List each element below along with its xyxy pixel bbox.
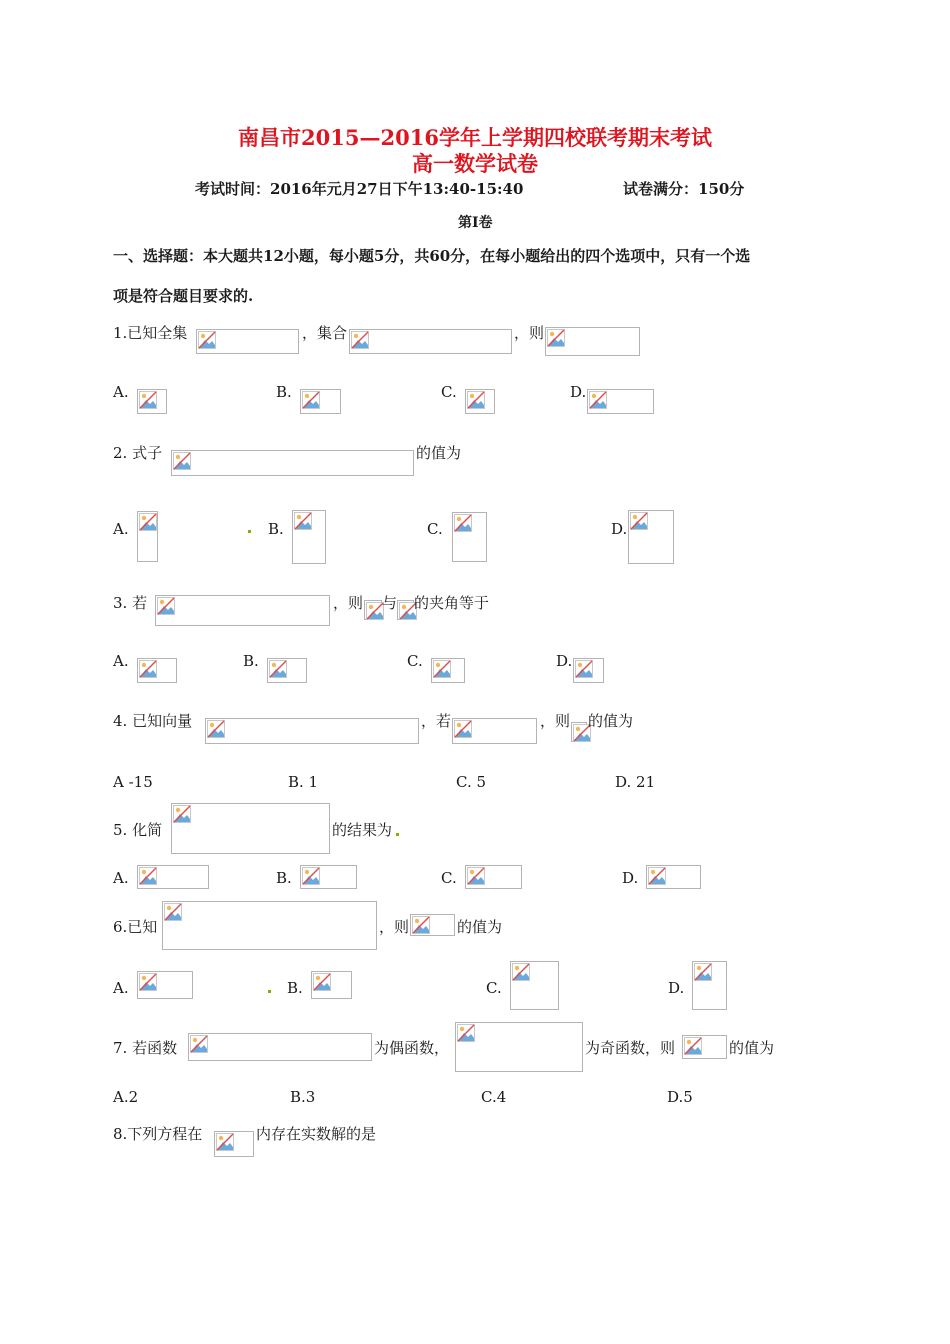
q3-text-mid1: ，则 bbox=[333, 594, 364, 612]
full-score: 试卷满分：150分 bbox=[623, 180, 745, 198]
q7-text-pre: 7. 若函数 bbox=[113, 1039, 178, 1057]
formula-image bbox=[646, 865, 701, 889]
q5-text-post: 的结果为 bbox=[332, 821, 393, 839]
broken-image-icon bbox=[589, 391, 607, 409]
broken-image-icon bbox=[575, 660, 593, 678]
q7-text-mid2: 为奇函数，则 bbox=[585, 1039, 676, 1057]
section-instructions-line2: 项是符合题目要求的. bbox=[113, 287, 254, 305]
q2-text-post: 的值为 bbox=[416, 444, 462, 462]
broken-image-icon bbox=[454, 514, 472, 532]
formula-image bbox=[267, 658, 307, 683]
broken-image-icon bbox=[216, 1133, 234, 1151]
broken-image-icon bbox=[412, 916, 430, 934]
q2-option-a-label: A. bbox=[113, 520, 129, 538]
formula-image bbox=[137, 865, 209, 889]
formula-image bbox=[292, 510, 326, 564]
q7-option-d: D.5 bbox=[667, 1088, 693, 1106]
broken-image-icon bbox=[139, 973, 157, 991]
formula-image bbox=[311, 971, 352, 999]
broken-image-icon bbox=[139, 660, 157, 678]
q8-text-pre: 8.下列方程在 bbox=[113, 1125, 203, 1143]
formula-image bbox=[171, 803, 330, 854]
q2-option-d-label: D. bbox=[611, 520, 628, 538]
q7-option-a: A.2 bbox=[113, 1088, 139, 1106]
q4-text-pre: 4. 已知向量 bbox=[113, 712, 193, 730]
q8-text-post: 内存在实数解的是 bbox=[256, 1125, 377, 1143]
volume-label: 第I卷 bbox=[458, 215, 493, 231]
q4-text-post: 的值为 bbox=[588, 712, 634, 730]
q1-option-d-label: D. bbox=[570, 383, 587, 401]
q4-option-a: A -15 bbox=[113, 773, 153, 791]
q7-option-c: C.4 bbox=[481, 1088, 507, 1106]
broken-image-icon bbox=[207, 720, 225, 738]
q1-text-mid2: ，则 bbox=[514, 324, 545, 342]
formula-image bbox=[171, 450, 414, 476]
broken-image-icon bbox=[454, 720, 472, 738]
q3-text-post: 的夹角等于 bbox=[414, 594, 490, 612]
broken-image-icon bbox=[302, 391, 320, 409]
formula-image bbox=[155, 595, 330, 626]
broken-image-icon bbox=[467, 391, 485, 409]
formula-image bbox=[573, 658, 604, 683]
broken-image-icon bbox=[139, 513, 157, 531]
formula-image bbox=[628, 510, 674, 564]
formula-image bbox=[196, 329, 299, 354]
formula-image bbox=[452, 512, 487, 562]
exam-time: 考试时间：2016年元月27日下午13:40-15:40 bbox=[195, 180, 524, 198]
q5-option-a-label: A. bbox=[113, 869, 129, 887]
formula-image bbox=[162, 901, 377, 950]
formula-image bbox=[137, 658, 177, 683]
formula-image bbox=[465, 865, 522, 889]
broken-image-icon bbox=[198, 331, 216, 349]
q1-option-b-label: B. bbox=[276, 383, 292, 401]
q7-text-post: 的值为 bbox=[729, 1039, 775, 1057]
formula-image bbox=[300, 865, 357, 889]
section-instructions-line1: 一、选择题：本大题共12小题，每小题5分，共60分，在每小题给出的四个选项中，只有一个选 bbox=[113, 247, 751, 265]
q2-text-pre: 2. 式子 bbox=[113, 444, 163, 462]
exam-title: 南昌市2015—2016学年上学期四校联考期末考试 bbox=[238, 125, 712, 150]
formula-image bbox=[455, 1022, 583, 1072]
q6-text-mid1: ，则 bbox=[379, 918, 410, 936]
broken-image-icon bbox=[190, 1035, 208, 1053]
broken-image-icon bbox=[630, 512, 648, 530]
broken-image-icon bbox=[139, 391, 157, 409]
exam-subtitle: 高一数学试卷 bbox=[412, 151, 538, 176]
q6-option-c-label: C. bbox=[486, 979, 502, 997]
broken-image-icon bbox=[139, 867, 157, 885]
broken-image-icon bbox=[302, 867, 320, 885]
q2-option-c-label: C. bbox=[427, 520, 443, 538]
formula-image bbox=[410, 914, 455, 936]
q6-text-post: 的值为 bbox=[457, 918, 503, 936]
formula-image bbox=[137, 971, 193, 999]
q4-option-b: B. 1 bbox=[288, 773, 319, 791]
q2-option-b-label: B. bbox=[268, 520, 284, 538]
formula-image bbox=[692, 961, 727, 1010]
q5-option-b-label: B. bbox=[276, 869, 292, 887]
formula-image bbox=[571, 722, 587, 742]
q3-option-b-label: B. bbox=[243, 652, 259, 670]
q7-option-b: B.3 bbox=[290, 1088, 316, 1106]
q5-option-d-label: D. bbox=[622, 869, 639, 887]
q3-option-a-label: A. bbox=[113, 652, 129, 670]
broken-image-icon bbox=[313, 973, 331, 991]
formula-image bbox=[510, 961, 559, 1010]
formula-image bbox=[364, 600, 382, 620]
broken-image-icon bbox=[433, 660, 451, 678]
broken-image-icon bbox=[351, 331, 369, 349]
q3-text-pre: 3. 若 bbox=[113, 594, 148, 612]
broken-image-icon bbox=[173, 452, 191, 470]
formula-image bbox=[349, 329, 512, 354]
broken-image-icon bbox=[684, 1037, 702, 1055]
formula-image bbox=[587, 389, 654, 414]
broken-image-icon bbox=[547, 329, 565, 347]
broken-image-icon bbox=[164, 903, 182, 921]
q7-text-mid1: 为偶函数， bbox=[374, 1039, 450, 1057]
q1-text-pre: 1.已知全集 bbox=[113, 324, 188, 342]
q4-option-c: C. 5 bbox=[456, 773, 487, 791]
q3-option-c-label: C. bbox=[407, 652, 423, 670]
q3-option-d-label: D. bbox=[556, 652, 573, 670]
formula-image bbox=[397, 600, 414, 620]
broken-image-icon bbox=[457, 1024, 475, 1042]
q1-option-c-label: C. bbox=[441, 383, 457, 401]
q6-text-pre: 6.已知 bbox=[113, 918, 158, 936]
q3-text-mid2: 与 bbox=[382, 594, 398, 612]
broken-image-icon bbox=[467, 867, 485, 885]
broken-image-icon bbox=[269, 660, 287, 678]
q1-text-mid1: ，集合 bbox=[302, 324, 348, 342]
formula-image bbox=[137, 389, 167, 414]
formula-image bbox=[300, 389, 341, 414]
formula-image bbox=[137, 511, 158, 562]
broken-image-icon bbox=[157, 597, 175, 615]
formula-image bbox=[465, 389, 495, 414]
q4-text-mid1: ，若 bbox=[421, 712, 452, 730]
formula-image bbox=[188, 1033, 372, 1061]
broken-image-icon bbox=[512, 963, 530, 981]
broken-image-icon bbox=[173, 805, 191, 823]
broken-image-icon bbox=[648, 867, 666, 885]
q6-option-d-label: D. bbox=[668, 979, 685, 997]
q5-option-c-label: C. bbox=[441, 869, 457, 887]
broken-image-icon bbox=[294, 512, 312, 530]
q5-text-pre: 5. 化简 bbox=[113, 821, 163, 839]
formula-image bbox=[682, 1035, 727, 1059]
q4-text-mid2: ，则 bbox=[540, 712, 571, 730]
formula-image bbox=[214, 1131, 254, 1157]
broken-image-icon bbox=[694, 963, 712, 981]
q4-option-d: D. 21 bbox=[615, 773, 656, 791]
formula-image bbox=[205, 718, 419, 744]
formula-image bbox=[452, 718, 537, 744]
q1-option-a-label: A. bbox=[113, 383, 129, 401]
formula-image bbox=[431, 658, 465, 683]
q6-option-a-label: A. bbox=[113, 979, 129, 997]
q6-option-b-label: B. bbox=[287, 979, 303, 997]
formula-image bbox=[545, 327, 640, 356]
